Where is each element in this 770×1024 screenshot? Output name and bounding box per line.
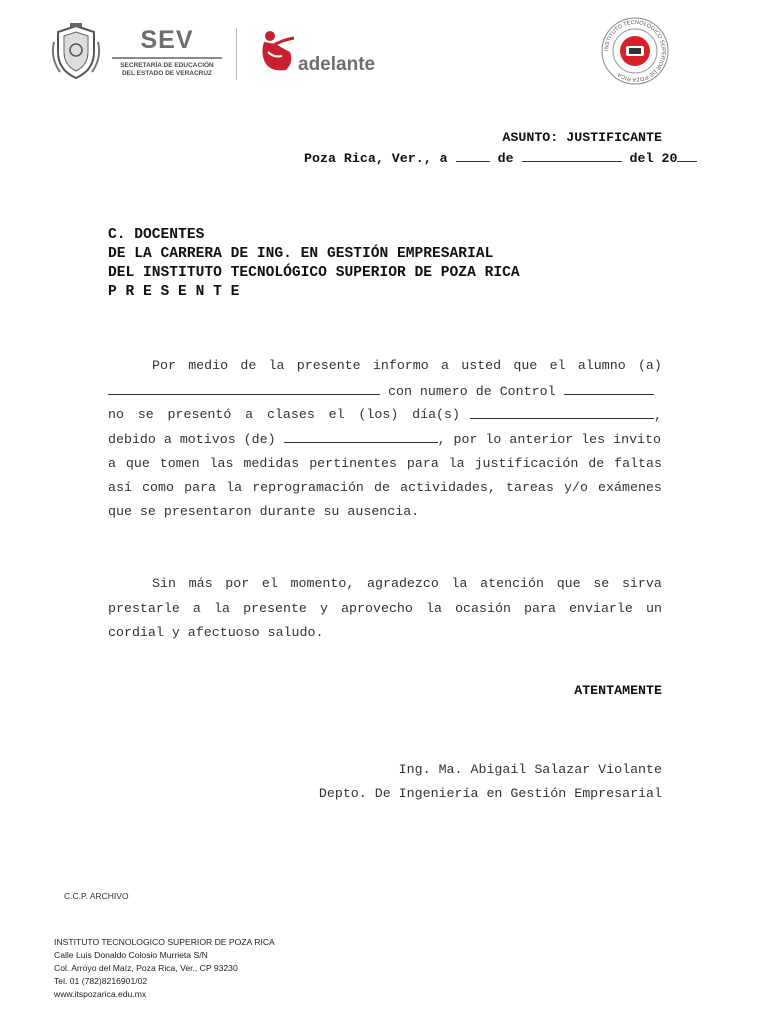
footer-phone: Tel. 01 (782)8216901/02 — [54, 976, 148, 986]
p2-line-3: cordial y afectuoso saludo. — [108, 625, 324, 640]
word: un — [645, 601, 662, 616]
word: para — [184, 480, 217, 495]
word: de — [588, 456, 605, 471]
student-name-blank[interactable] — [108, 383, 380, 395]
word: que — [513, 358, 538, 373]
days-blank-wrap: , — [470, 407, 662, 423]
control-number-blank[interactable] — [564, 383, 654, 395]
word: enviarle — [569, 601, 633, 616]
footer-colony: Col. Arroyo del Maíz, Poza Rica, Ver., CP 93230 — [54, 963, 238, 973]
word: más — [188, 576, 213, 591]
word: que — [125, 456, 150, 471]
word: momento, — [290, 576, 355, 591]
word: a — [245, 407, 254, 422]
days-blank[interactable] — [470, 407, 654, 419]
p1-line-2 — [108, 383, 654, 399]
word: faltas — [614, 456, 662, 471]
word: aprovecho — [341, 601, 413, 616]
word: actividades, — [400, 480, 496, 495]
veracruz-seal-logo — [50, 22, 102, 82]
word: la — [226, 480, 243, 495]
word: y/o — [563, 480, 588, 495]
word: el — [328, 407, 345, 422]
place-del: del 20 — [629, 151, 678, 166]
word: sirva — [621, 576, 662, 591]
word: presente — [243, 601, 307, 616]
word: así — [108, 480, 132, 495]
word: de — [240, 358, 257, 373]
word: a — [192, 601, 201, 616]
p1-line-2-text: con numero de Control — [387, 384, 556, 399]
word: la — [451, 576, 468, 591]
footer-address — [54, 936, 275, 1001]
year-blank[interactable] — [677, 150, 697, 162]
p1-line-4-b: , por lo anterior les invito — [437, 432, 661, 447]
word: no — [108, 407, 124, 422]
word: informo — [372, 358, 429, 373]
month-blank[interactable] — [522, 150, 622, 162]
word: la — [426, 601, 442, 616]
adelante-logo-text: adelante — [298, 54, 376, 75]
word: y — [320, 601, 328, 616]
word: exámenes — [598, 480, 662, 495]
word: el — [261, 576, 278, 591]
place-de: de — [497, 151, 514, 166]
word: las — [209, 456, 234, 471]
recipient-line-3: DEL INSTITUTO TECNOLÓGICO SUPERIOR DE POZA RICA — [108, 265, 520, 281]
word: tareas — [505, 480, 554, 495]
word: como — [142, 480, 174, 495]
signer-department: Depto. De Ingeniería en Gestión Empresarial — [318, 786, 662, 801]
footer-institute: INSTITUTO TECNOLOGICO SUPERIOR DE POZA RICA — [54, 937, 275, 947]
word: la — [448, 456, 465, 471]
footer-website[interactable]: www.itspozarica.edu.mx — [54, 989, 147, 999]
word: a — [108, 456, 116, 471]
word: de — [374, 480, 390, 495]
word: para — [524, 601, 556, 616]
word: por — [225, 576, 250, 591]
p1-line-7: que se presentaron durante su ausencia. — [108, 504, 420, 519]
word: presentó — [167, 407, 232, 422]
sev-logo-subtitle-2: DEL ESTADO DE VERACRUZ — [121, 70, 213, 77]
adelante-dancer-logo — [256, 28, 296, 76]
p1-line-4 — [108, 431, 661, 447]
word: presente — [296, 358, 361, 373]
reason-blank[interactable] — [284, 431, 438, 443]
word: justificación — [474, 456, 579, 471]
word: se — [593, 576, 610, 591]
word: usted — [461, 358, 502, 373]
itspr-logo — [600, 16, 670, 86]
place-prefix: Poza Rica, Ver., a — [304, 151, 448, 166]
word: el — [549, 358, 566, 373]
word: la — [268, 358, 285, 373]
word: reprogramación — [252, 480, 364, 495]
word: (a) — [637, 358, 662, 373]
sev-logo-subtitle-1: SECRETARÍA DE EDUCACIÓN — [120, 62, 214, 69]
word: medio — [188, 358, 229, 373]
p1-line-1 — [152, 358, 662, 373]
recipient-line-4: P R E S E N T E — [108, 284, 240, 300]
word: se — [137, 407, 154, 422]
word: para — [406, 456, 439, 471]
recipient-line-2: DE LA CARRERA DE ING. EN GESTIÓN EMPRESARIAL — [108, 246, 494, 262]
word: Sin — [152, 576, 176, 591]
asunto-line: ASUNTO: JUSTIFICANTE — [502, 130, 662, 145]
sev-logo — [112, 26, 222, 82]
p2-line-1 — [152, 576, 662, 591]
p1-line-3-words — [108, 407, 460, 423]
word: ocasión — [455, 601, 511, 616]
word: atención — [480, 576, 545, 591]
p1-line-3 — [108, 407, 662, 423]
word: agradezco — [367, 576, 439, 591]
word: a — [441, 358, 449, 373]
logo-separator — [236, 28, 237, 80]
closing: ATENTAMENTE — [574, 683, 662, 698]
word: pertinentes — [309, 456, 397, 471]
word: medidas — [243, 456, 300, 471]
sev-logo-rule — [112, 57, 222, 59]
word: tomen — [159, 456, 200, 471]
word: la — [214, 601, 230, 616]
place-date-line — [304, 150, 697, 166]
itspr-ring-text: INSTITUTO TECNOLÓGICO SUPERIOR DE POZA RICA — [603, 19, 667, 83]
word: (los) — [358, 407, 399, 422]
word: alumno — [577, 358, 626, 373]
recipient-line-1: C. DOCENTES — [108, 227, 205, 243]
word: día(s) — [412, 407, 460, 422]
word: Por — [152, 358, 176, 373]
word: que — [556, 576, 581, 591]
p1-line-6 — [108, 480, 662, 495]
p1-line-5 — [108, 456, 662, 471]
p2-line-2 — [108, 601, 662, 616]
signer-name: Ing. Ma. Abigail Salazar Violante — [398, 762, 662, 777]
word: prestarle — [108, 601, 180, 616]
ccp-archive: C.C.P. ARCHIVO — [64, 891, 129, 901]
word: clases — [266, 407, 315, 422]
footer-street: Calle Luis Donaldo Colosio Murrieta S/N — [54, 950, 208, 960]
p1-line-4-a: debido a motivos (de) — [108, 432, 276, 447]
sev-logo-title: SEV — [140, 26, 194, 54]
day-blank[interactable] — [456, 150, 490, 162]
